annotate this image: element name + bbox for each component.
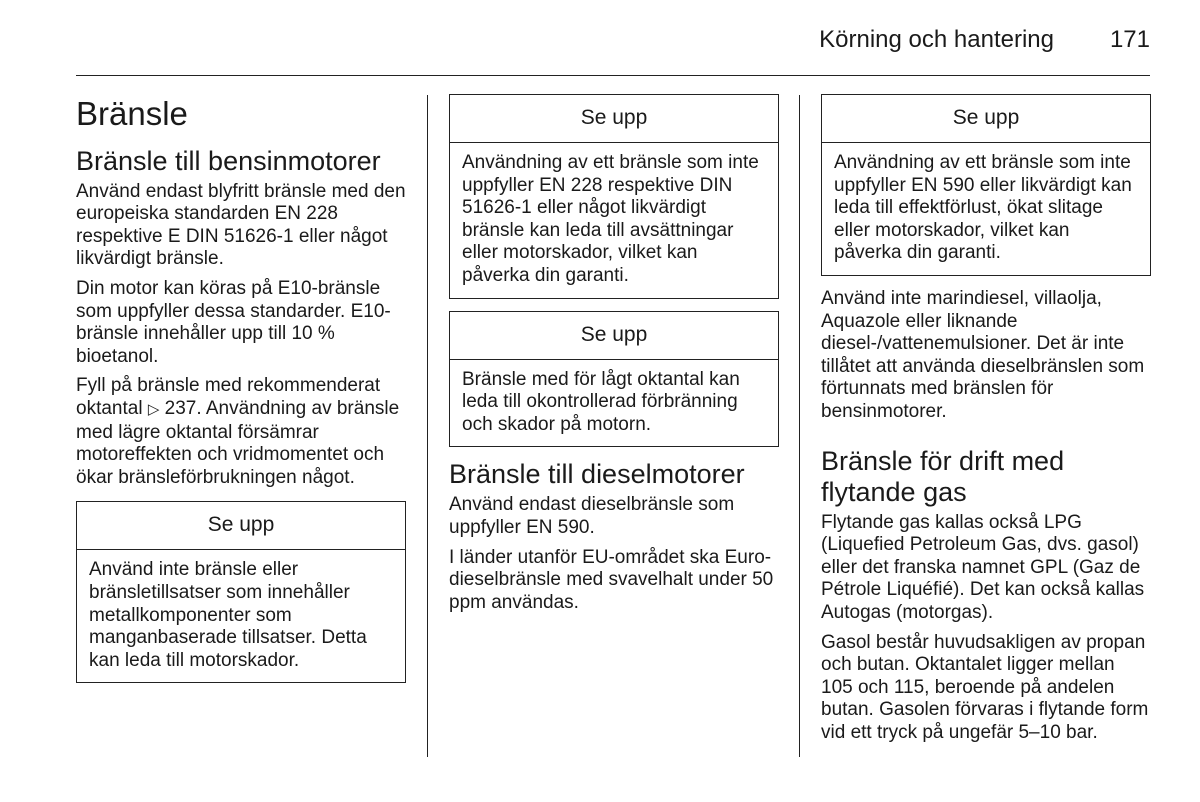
paragraph: Använd inte marindiesel, villaolja, Aquazole eller liknande diesel-/vattenemulsioner. Det är inte tillåtet att använda dieselbränslen som förtunnats med bränslen för bensinmotorer. bbox=[821, 287, 1145, 422]
page-reference-icon: ▷ bbox=[147, 400, 160, 418]
column-divider-2 bbox=[799, 95, 800, 757]
paragraph: Din motor kan köras på E10-bränsle som uppfyller dessa standarder. E10-bränsle innehåller upp till 10 % bioetanol. bbox=[76, 278, 391, 367]
paragraph-with-reference bbox=[76, 375, 406, 489]
caution-title: Se upp bbox=[450, 95, 778, 143]
caution-title: Se upp bbox=[450, 312, 778, 360]
column-2 bbox=[449, 94, 779, 621]
caution-box bbox=[76, 501, 406, 683]
caution-text: Användning av ett bränsle som inte uppfyller EN 228 respektive DIN 51626-1 eller något likvärdigt bränsle kan leda till avsättningar eller motorskador, vilket kan påverka din garanti. bbox=[462, 152, 759, 286]
paragraph-text: 237. Användning av bränsle med lägre oktantal försämrar motoreffekten och vridmomentet och ökar bränsleförbrukningen något. bbox=[76, 397, 400, 488]
caution-text: Bränsle med för lågt oktantal kan leda till okontrollerad förbränning och skador på motorn. bbox=[462, 368, 740, 435]
paragraph: I länder utanför EU-området ska Euro-dieselbränsle med svavelhalt under 50 ppm användas. bbox=[449, 546, 774, 613]
page-header-title: Körning och hantering bbox=[819, 26, 1054, 53]
subsection-title-diesel: Bränsle till dieselmotorer bbox=[449, 459, 745, 490]
subsection-title-lpg: Bränsle för drift med flytande gas bbox=[821, 445, 1065, 507]
paragraph: Använd endast blyfritt bränsle med den europeiska standarden EN 228 respektive E DIN 51626-1 eller något likvärdigt bränsle. bbox=[76, 180, 406, 270]
paragraph-text: Fyll på bränsle med rekommenderat oktantal bbox=[76, 375, 381, 419]
caution-text: Använd inte bränsle eller bränsletillsatser som innehåller metallkomponenter som manganbaserade tillsatser. Detta kan leda till motorskador. bbox=[89, 559, 367, 671]
caution-text: Användning av ett bränsle som inte uppfyller EN 590 eller likvärdigt kan leda till effektförlust, ökat slitage eller motorskador, vilket kan påverka din garanti. bbox=[834, 152, 1132, 264]
subsection-title-petrol: Bränsle till bensinmotorer bbox=[76, 145, 381, 176]
page-number: 171 bbox=[1109, 26, 1150, 53]
paragraph: Använd endast dieselbränsle som uppfyller EN 590. bbox=[449, 494, 735, 538]
column-3 bbox=[821, 94, 1151, 752]
column-divider-1 bbox=[427, 95, 428, 757]
paragraph: Flytande gas kallas också LPG (Liquefied Petroleum Gas, dvs. gasol) eller det franska namnet GPL (Gaz de Pétrole Liquéfié). Det kan också kallas Autogas (motorgas). bbox=[821, 511, 1145, 623]
caution-title: Se upp bbox=[77, 502, 405, 550]
paragraph: Gasol består huvudsakligen av propan och butan. Oktantalet ligger mellan 105 och 115, beroende på andelen butan. Gasolen förvaras i flytande form vid ett tryck på ungefär 5–10 bar. bbox=[821, 631, 1149, 743]
caution-box bbox=[821, 94, 1151, 276]
header-divider bbox=[76, 75, 1150, 76]
section-title: Bränsle bbox=[76, 95, 188, 132]
column-1 bbox=[76, 90, 406, 695]
caution-box bbox=[449, 311, 779, 448]
caution-box bbox=[449, 94, 779, 299]
caution-title: Se upp bbox=[822, 95, 1150, 143]
